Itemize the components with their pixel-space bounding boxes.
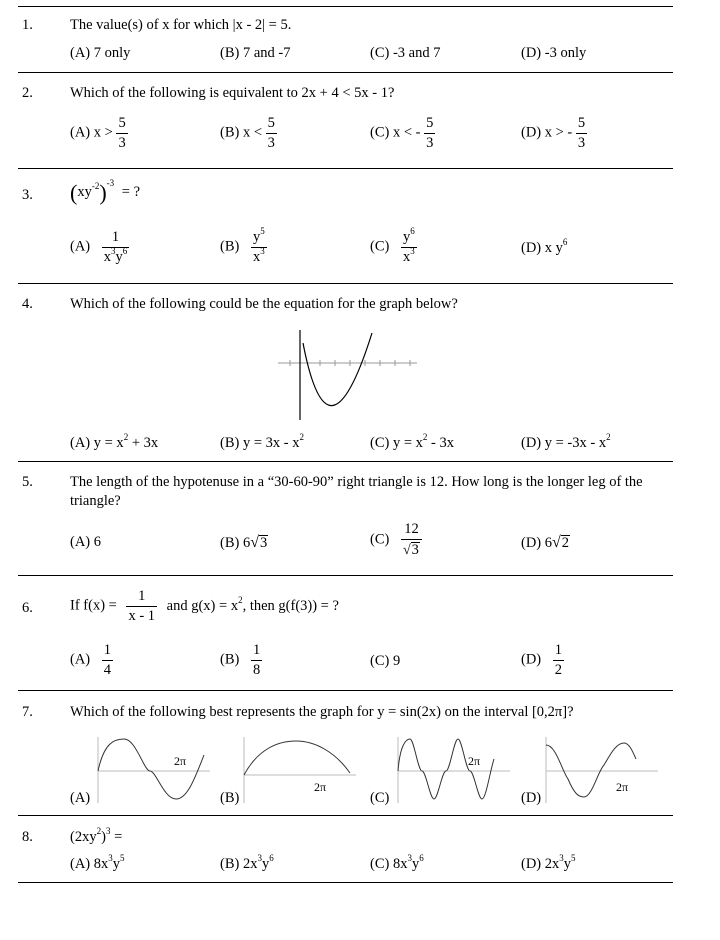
parabola-curve [303, 333, 372, 406]
option-label: (D) x y [521, 240, 563, 256]
exponent: 6 [419, 853, 424, 863]
var: x [103, 248, 112, 265]
option-label: (A) x > [70, 124, 113, 141]
option-label: (B) [220, 651, 240, 668]
question-number: 4. [22, 296, 33, 312]
stem-text: If f(x) = [70, 597, 117, 614]
stem-text: , then g(f(3)) = ? [242, 597, 339, 614]
exponent: 6 [269, 853, 274, 863]
option-label: (B) [220, 238, 240, 255]
question-number: 3. [22, 187, 33, 203]
q8-option-b [220, 853, 274, 873]
radicand: 3 [260, 535, 268, 551]
rule [18, 815, 673, 816]
option-label: (A) [70, 238, 91, 255]
question-number: 2. [22, 85, 33, 101]
q2-option-d [521, 116, 587, 150]
q7-option-a: (A) [70, 790, 91, 806]
q4-option-b [220, 432, 304, 452]
question-6-stem [70, 589, 339, 623]
option-label: (C) x < - [370, 124, 421, 141]
option-text: (C) 8x [370, 856, 408, 872]
stem-text: = [110, 829, 123, 845]
option-label: (A) [70, 651, 91, 668]
q5-option-c [370, 522, 422, 558]
sine-graph-d [540, 735, 660, 805]
numerator: 1 [553, 643, 564, 661]
rule [18, 461, 673, 462]
denominator: 4 [103, 661, 112, 678]
two-pi-label: 2π [314, 780, 327, 794]
question-number: 7. [22, 704, 33, 720]
option-label: (D) [521, 651, 542, 668]
question-5-stem-line1: The length of the hypotenuse in a “30-60-90” right triangle is 12. How long is the longer leg of the [70, 474, 643, 490]
option-text: (D) 2x [521, 856, 560, 872]
numerator: 5 [424, 116, 435, 134]
q5-option-b [220, 534, 268, 552]
q2-option-c [370, 116, 435, 150]
var: y [261, 856, 270, 872]
exponent: 3 [105, 826, 111, 836]
option-text: (D) 6 [521, 535, 553, 551]
denominator: 8 [252, 661, 261, 678]
rule [18, 283, 673, 284]
numerator: 1 [102, 643, 113, 661]
q2-option-a [70, 116, 128, 150]
q8-option-a [70, 853, 125, 873]
question-5-stem-line2: triangle? [70, 493, 121, 509]
q7-option-c: (C) [370, 790, 390, 806]
rule [18, 168, 673, 169]
question-number: 6. [22, 600, 33, 616]
question-4-stem: Which of the following could be the equation for the graph below? [70, 296, 458, 312]
numerator: 1 [126, 589, 157, 607]
parabola-graph [275, 328, 420, 423]
two-pi-label: 2π [616, 780, 629, 794]
q6-option-a [70, 643, 113, 677]
q3-option-a [70, 230, 129, 264]
denominator: 2 [554, 661, 563, 678]
exponent: 3 [410, 245, 415, 256]
rule [18, 882, 673, 883]
q2-option-b [220, 116, 277, 150]
question-number: 5. [22, 474, 33, 490]
rule [18, 6, 673, 7]
q6-option-d [521, 643, 564, 677]
q1-option-c: (C) -3 and 7 [370, 45, 441, 61]
q1-option-a: (A) 7 only [70, 45, 131, 61]
q4-option-c [370, 432, 454, 452]
exponent: 3 [108, 853, 113, 863]
q7-option-d: (D) [521, 790, 542, 806]
sine-graph-b [238, 735, 358, 805]
exponent: 3 [260, 245, 265, 256]
q5-option-d [521, 534, 570, 552]
option-label: (B) x < [220, 124, 263, 141]
exponent: 3 [257, 853, 262, 863]
stem-text: (2xy [70, 829, 97, 845]
option-label: (C) [370, 531, 390, 548]
exponent: 2 [238, 594, 243, 605]
q3-option-c [370, 226, 417, 265]
option-label: (C) [370, 238, 390, 255]
numerator: 5 [266, 116, 277, 134]
q1-option-b: (B) 7 and -7 [220, 45, 291, 61]
option-text: + 3x [128, 435, 159, 451]
stem-end: = ? [121, 184, 141, 200]
exponent: 5 [260, 226, 265, 236]
exponent: 2 [606, 432, 611, 442]
question-number: 8. [22, 829, 33, 845]
exponent: 3 [559, 853, 564, 863]
rule [18, 72, 673, 73]
option-label: (D) x > - [521, 124, 573, 141]
question-3-stem: $(xy^{-2})^{-3}$ = ? [70, 178, 141, 205]
radical-icon: √ [250, 534, 259, 551]
option-text: (A) 8x [70, 856, 109, 872]
q4-option-a [70, 432, 159, 452]
denominator: 3 [426, 134, 434, 151]
two-pi-label: 2π [174, 754, 187, 768]
exponent: 3 [407, 853, 412, 863]
var: y [112, 856, 121, 872]
radical-icon: √ [552, 534, 561, 551]
sine-graph-a [92, 735, 212, 805]
exponent: 6 [562, 237, 568, 247]
var: x [402, 248, 411, 265]
numerator: 5 [576, 116, 587, 134]
exponent: 2 [299, 432, 304, 442]
q8-option-c [370, 853, 424, 873]
q3-option-b [220, 226, 267, 265]
exponent: -3 [106, 178, 115, 188]
base: xy [77, 184, 92, 200]
var: y [411, 856, 420, 872]
stem-text: and g(x) = x [166, 597, 239, 614]
option-text: (C) y = x [370, 435, 423, 451]
exponent: 6 [410, 226, 415, 236]
option-text: (A) y = x [70, 435, 124, 451]
exponent: -2 [91, 181, 100, 191]
exponent: 3 [111, 245, 116, 256]
q3-option-d [521, 237, 568, 257]
option-text: - 3x [427, 435, 454, 451]
exponent: 5 [120, 853, 125, 863]
denominator: 3 [118, 134, 126, 151]
var: y [402, 229, 411, 245]
exponent: 5 [571, 853, 576, 863]
radicand: 2 [561, 535, 570, 551]
var: y [252, 229, 261, 245]
exponent: 2 [422, 432, 428, 442]
option-text: (D) y = -3x - x [521, 435, 607, 451]
exponent: 2 [96, 826, 102, 836]
numerator: 12 [401, 522, 422, 540]
two-pi-label: 2π [468, 754, 481, 768]
option-text: (B) y = 3x - x [220, 435, 300, 451]
option-text: (B) 2x [220, 856, 258, 872]
denominator: 3 [267, 134, 275, 151]
question-8-stem: $(2xy^2)^3$ = [70, 826, 123, 845]
sine-graph-c [392, 735, 512, 805]
rule [18, 575, 673, 576]
q5-option-a: (A) 6 [70, 534, 102, 550]
q1-option-d: (D) -3 only [521, 45, 587, 61]
radicand: 3 [411, 541, 419, 558]
radical-icon: √ [402, 542, 411, 558]
option-text: (B) 6 [220, 535, 251, 551]
denominator: x - 1 [128, 607, 156, 624]
exponent: 2 [123, 432, 129, 442]
question-2-stem: Which of the following is equivalent to 2x + 4 < 5x - 1? [70, 85, 395, 101]
q7-option-b: (B) [220, 790, 240, 806]
q6-option-b [220, 643, 262, 677]
var: y [563, 856, 572, 872]
numerator: 1 [251, 643, 262, 661]
rule [18, 690, 673, 691]
var: x [252, 248, 261, 265]
q6-option-c: (C) 9 [370, 653, 401, 669]
q8-option-d [521, 853, 576, 873]
numerator: 1 [102, 230, 130, 248]
question-number: 1. [22, 17, 33, 33]
q4-option-d [521, 432, 611, 452]
question-1-stem: The value(s) of x for which |x - 2| = 5. [70, 17, 292, 33]
exponent: 6 [122, 245, 128, 256]
numerator: 5 [116, 116, 127, 134]
denominator: 3 [577, 134, 586, 151]
question-7-stem: Which of the following best represents the graph for y = sin(2x) on the interval [0,2π]? [70, 704, 574, 720]
var: y [115, 248, 123, 265]
